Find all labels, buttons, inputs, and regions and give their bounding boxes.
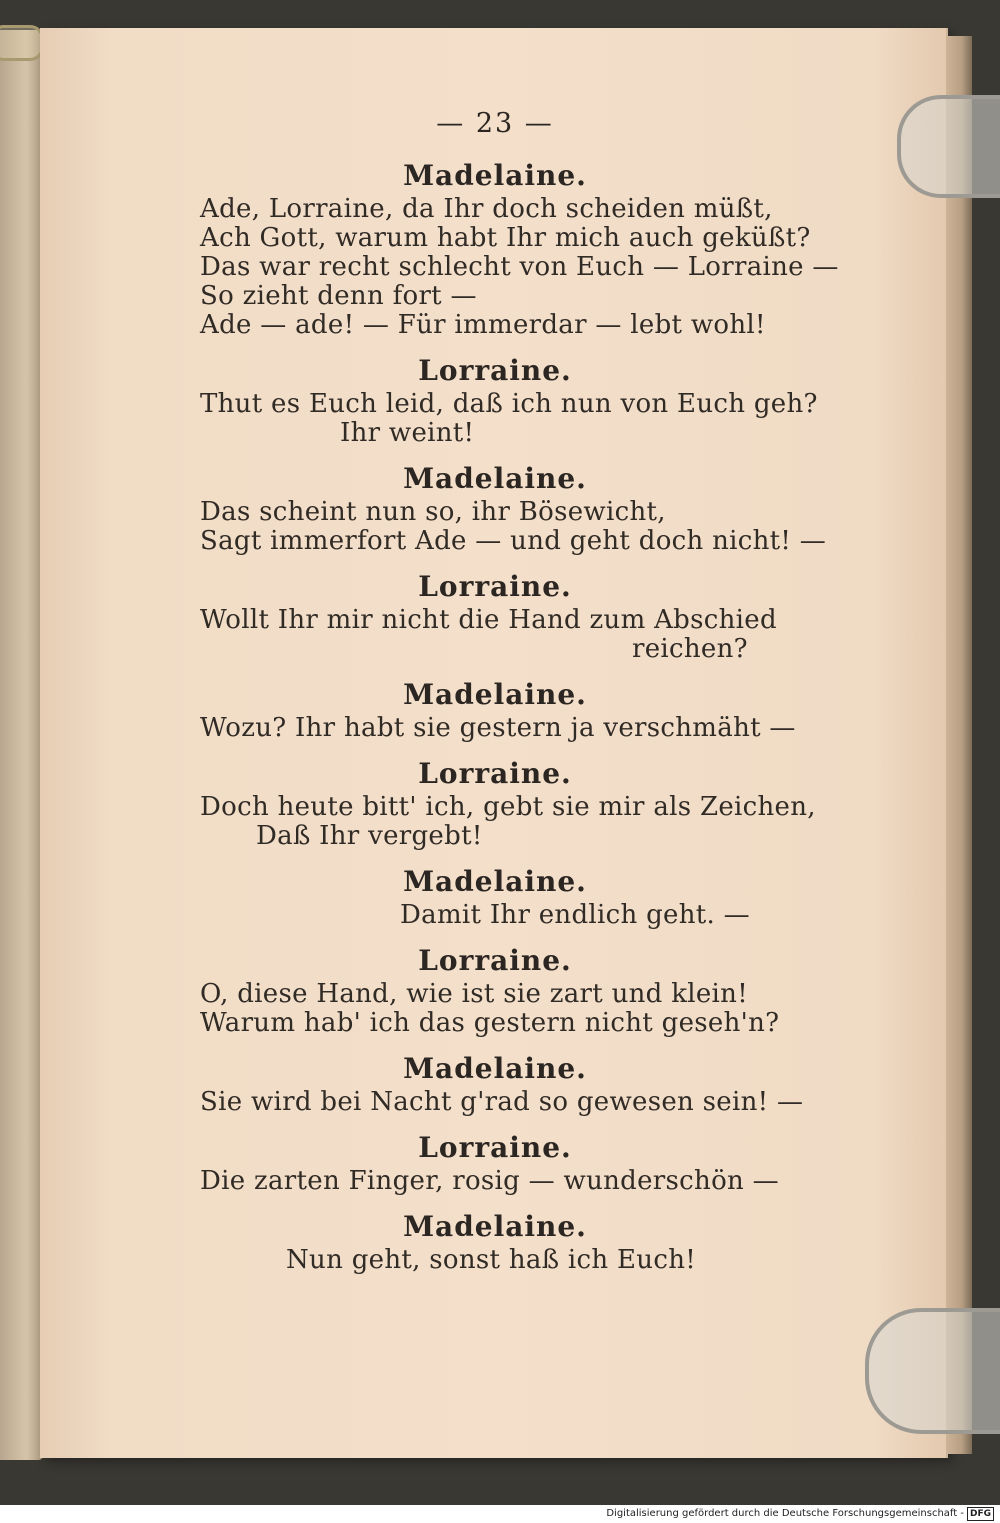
- verse-line: Warum hab' ich das gestern nicht geseh'n?: [200, 1008, 780, 1038]
- verse-line: Die zarten Finger, rosig — wunderschön —: [200, 1166, 779, 1196]
- dfg-logo: DFG: [967, 1507, 994, 1521]
- verse-line: Das scheint nun so, ihr Bösewicht,: [200, 497, 666, 527]
- speaker-heading: Lorraine.: [418, 944, 572, 977]
- verse-line: Ade, Lorraine, da Ihr doch scheiden müßt,: [200, 194, 773, 224]
- paper-clip-top-right: [897, 95, 1000, 198]
- verse-line: Damit Ihr endlich geht. —: [400, 900, 750, 930]
- speaker-heading: Lorraine.: [418, 757, 572, 790]
- verse-line: Nun geht, sonst haß ich Euch!: [286, 1245, 696, 1275]
- speaker-heading: Madelaine.: [403, 1052, 587, 1085]
- page-text: [200, 108, 839, 1275]
- left-page-edge: [0, 30, 44, 1460]
- speaker-heading: Madelaine.: [403, 462, 587, 495]
- paper-clip-bottom-right: [865, 1308, 1000, 1434]
- verse-line: Doch heute bitt' ich, gebt sie mir als Zeichen,: [200, 792, 816, 822]
- verse-line: Sagt immerfort Ade — und geht doch nicht! —: [200, 526, 827, 556]
- speaker-heading: Lorraine.: [418, 570, 572, 603]
- verse-line: So zieht denn fort —: [200, 281, 477, 311]
- speaker-heading: Lorraine.: [418, 1131, 572, 1164]
- speaker-heading: Lorraine.: [418, 354, 572, 387]
- page-number: — 23 —: [436, 108, 554, 139]
- paper-clip-top-left: [0, 25, 44, 61]
- speaker-heading: Madelaine.: [403, 1210, 587, 1243]
- verse-line: Das war recht schlecht von Euch — Lorraine —: [200, 252, 839, 282]
- verse-line: Wollt Ihr mir nicht die Hand zum Abschied: [200, 605, 777, 635]
- verse-line: Ach Gott, warum habt Ihr mich auch geküßt?: [200, 223, 811, 253]
- verse-line: Ade — ade! — Für immerdar — lebt wohl!: [200, 310, 766, 340]
- speaker-heading: Madelaine.: [403, 678, 587, 711]
- digitization-footer: [0, 1505, 1000, 1523]
- footer-credit: Digitalisierung gefördert durch die Deutsche Forschungsgemeinschaft -: [606, 1508, 964, 1519]
- verse-line: Daß Ihr vergebt!: [256, 821, 483, 851]
- verse-line: Sie wird bei Nacht g'rad so gewesen sein! —: [200, 1087, 804, 1117]
- speaker-heading: Madelaine.: [403, 865, 587, 898]
- page-stack-edge: [946, 36, 972, 1454]
- verse-line: Wozu? Ihr habt sie gestern ja verschmäht —: [200, 713, 796, 743]
- verse-line: O, diese Hand, wie ist sie zart und klein!: [200, 979, 748, 1009]
- verse-line: reichen?: [632, 634, 748, 664]
- verse-line: Ihr weint!: [340, 418, 475, 448]
- speaker-heading: Madelaine.: [403, 159, 587, 192]
- verse-line: Thut es Euch leid, daß ich nun von Euch geh?: [200, 389, 818, 419]
